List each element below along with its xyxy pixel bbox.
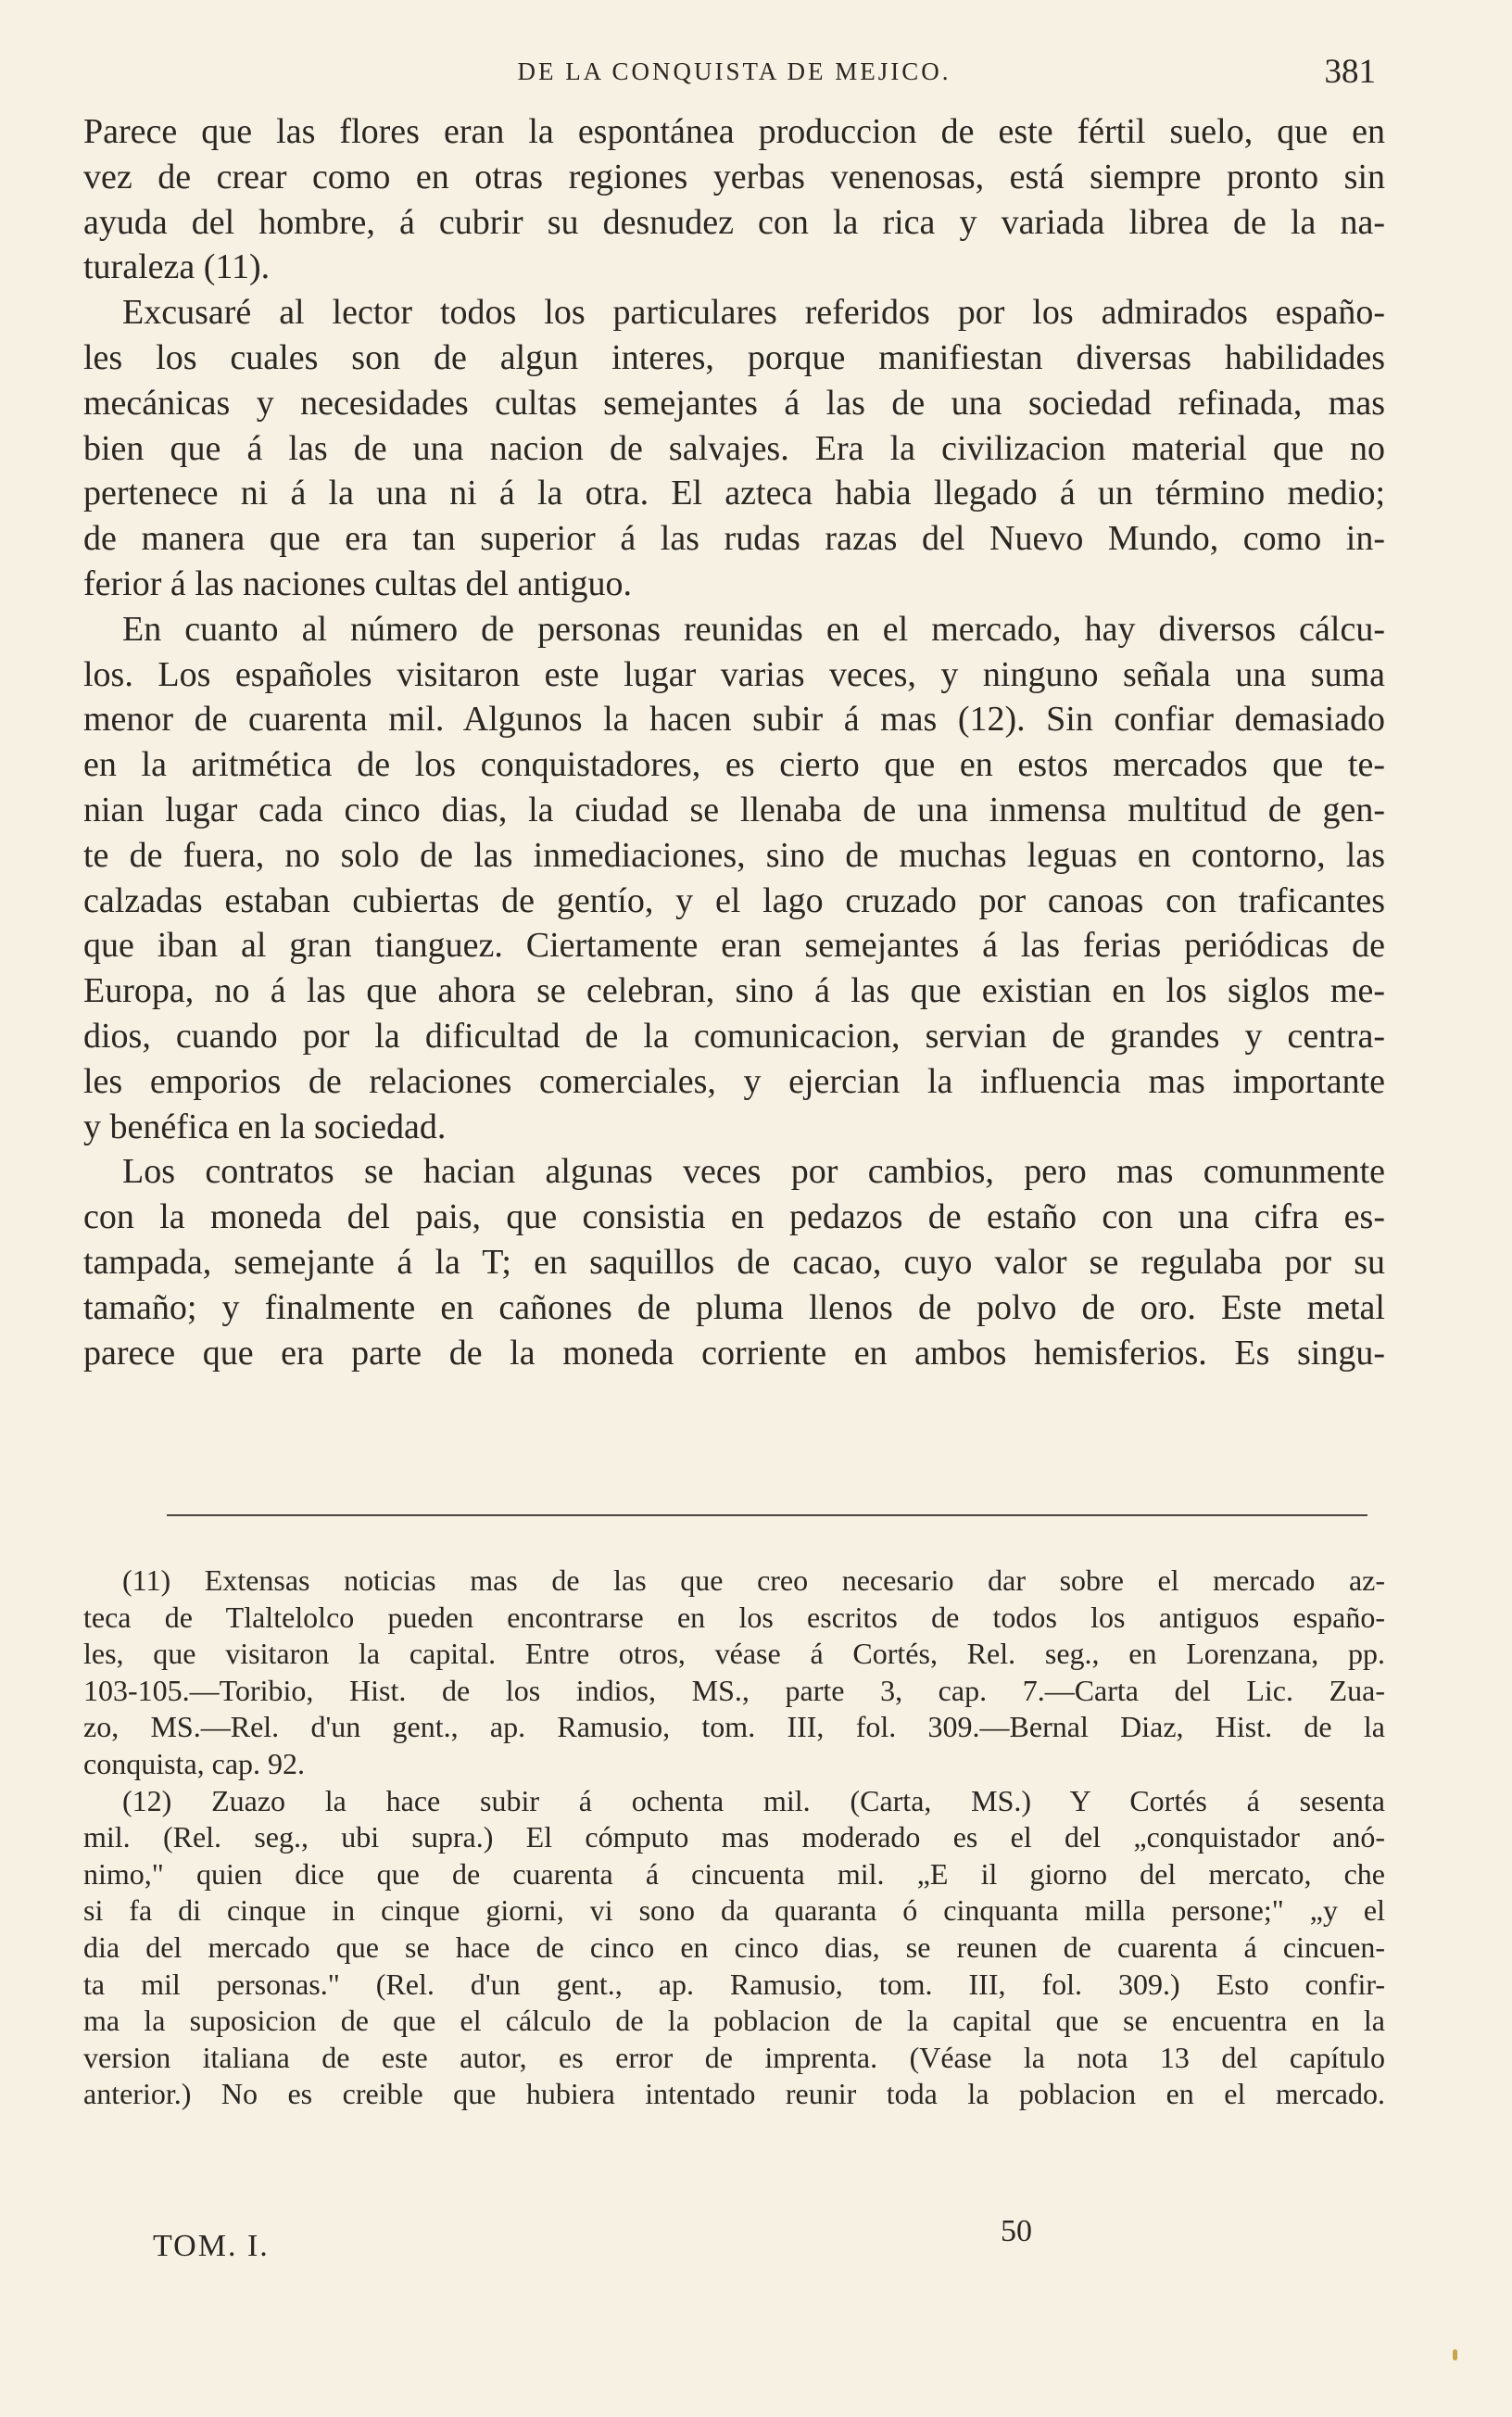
signature-mark: 50 <box>1001 2214 1032 2248</box>
footnote-line: nimo," quien dice que de cuarenta á cincuenta mil. „E il giorno del mercato, che <box>83 1856 1385 1891</box>
body-line: parece que era parte de la moneda corriente en ambos hemisferios. Es singu- <box>83 1333 1385 1373</box>
body-line: Parece que las flores eran la espontánea produccion de este fértil suelo, que en <box>83 112 1385 151</box>
body-line: turaleza (11). <box>83 247 271 287</box>
body-text <box>83 109 1385 1375</box>
body-line: menor de cuarenta mil. Algunos la hacen subir á mas (12). Sin confiar demasiado <box>83 700 1385 740</box>
footnote-line: zo, MS.—Rel. d'un gent., ap. Ramusio, tom. III, fol. 309.—Bernal Diaz, Hist. de la <box>83 1710 1385 1744</box>
footnote-rule <box>167 1514 1367 1516</box>
body-line: Los contratos se hacian algunas veces por cambios, pero mas comunmente <box>122 1152 1385 1192</box>
footnote-line: (11) Extensas noticias mas de las que creo necesario dar sobre el mercado az- <box>122 1563 1385 1597</box>
body-line: les los cuales son de algun interes, porque manifiestan diversas habilidades <box>83 337 1385 377</box>
body-line: y benéfica en la sociedad. <box>83 1107 447 1146</box>
footnote-line: 103-105.—Toribio, Hist. de los indios, MS., parte 3, cap. 7.—Carta del Lic. Zua- <box>83 1673 1385 1707</box>
body-line: pertenece ni á la una ni á la otra. El azteca habia llegado á un término medio; <box>83 474 1385 513</box>
body-line: te de fuera, no solo de las inmediaciones, sino de muchas leguas en contorno, las <box>83 835 1385 875</box>
body-line: en la aritmética de los conquistadores, es cierto que en estos mercados que te- <box>83 745 1385 785</box>
body-line: mecánicas y necesidades cultas semejantes á las de una sociedad refinada, mas <box>83 383 1385 423</box>
body-line: tamaño; y finalmente en cañones de pluma llenos de polvo de oro. Este metal <box>83 1287 1385 1327</box>
body-line: Europa, no á las que ahora se celebran, sino á las que existian en los siglos me- <box>83 971 1385 1011</box>
footnote-line: conquista, cap. 92. <box>83 1746 306 1780</box>
body-line: Excusaré al lector todos los particulares referidos por los admirados españo- <box>122 293 1385 333</box>
body-line: los. Los españoles visitaron este lugar varias veces, y ninguno señala una suma <box>83 654 1385 694</box>
footnote-line: (12) Zuazo la hace subir á ochenta mil. (Carta, MS.) Y Cortés á sesenta <box>122 1783 1385 1817</box>
body-line: En cuanto al número de personas reunidas en el mercado, hay diversos cálcu- <box>122 609 1385 649</box>
body-line: vez de crear como en otras regiones yerbas venenosas, está siempre pronto sin <box>83 157 1385 196</box>
footnote-line: anterior.) No es creible que hubiera intentado reunir toda la poblacion en el mercado. <box>83 2077 1385 2111</box>
footnote-line: si fa di cinque in cinque giorni, vi sono da quaranta ó cinquanta milla persone;" „y el <box>83 1893 1385 1928</box>
footnote-line: teca de Tlaltelolco pueden encontrarse en los escritos de todos los antiguos españo- <box>83 1600 1385 1634</box>
footnotes <box>83 1563 1385 2113</box>
footnote-line: version italiana de este autor, es error de imprenta. (Véase la nota 13 del capítulo <box>83 2040 1385 2074</box>
body-line: que iban al gran tianguez. Ciertamente eran semejantes á las ferias periódicas de <box>83 926 1385 966</box>
page-number: 381 <box>1324 53 1376 91</box>
footnote-line: les, que visitaron la capital. Entre otros, véase á Cortés, Rel. seg., en Lorenzana, pp. <box>83 1637 1385 1671</box>
ink-blot <box>1453 2349 1457 2360</box>
page-footer <box>153 2214 1079 2275</box>
body-line: dios, cuando por la dificultad de la comunicacion, servian de grandes y centra- <box>83 1016 1385 1056</box>
footnote-line: dia del mercado que se hace de cinco en cinco dias, se reunen de cuarenta á cincuen- <box>83 1930 1385 1964</box>
body-line: les emporios de relaciones comerciales, y ejercian la influencia mas importante <box>83 1061 1385 1101</box>
running-title: DE LA CONQUISTA DE MEJICO. <box>517 57 951 85</box>
volume-mark: TOM. I. <box>153 2229 270 2263</box>
body-line: ayuda del hombre, á cubrir su desnudez con la rica y variada librea de la na- <box>83 202 1385 242</box>
body-line: con la moneda del pais, que consistia en pedazos de estaño con una cifra es- <box>83 1197 1385 1237</box>
footnote-line: ta mil personas." (Rel. d'un gent., ap. Ramusio, tom. III, fol. 309.) Esto confir- <box>83 1967 1385 2001</box>
footnote-line: ma la suposicion de que el cálculo de la poblacion de la capital que se encuentra en la <box>83 2004 1385 2038</box>
body-line: de manera que era tan superior á las rudas razas del Nuevo Mundo, como in- <box>83 519 1385 559</box>
body-line: nian lugar cada cinco dias, la ciudad se llenaba de una inmensa multitud de gen- <box>83 790 1385 829</box>
footnote-line: mil. (Rel. seg., ubi supra.) El cómputo mas moderado es el del „conquistador anó- <box>83 1820 1385 1854</box>
body-line: ferior á las naciones cultas del antiguo. <box>83 563 632 603</box>
running-head <box>88 53 1380 104</box>
body-line: bien que á las de una nacion de salvajes. Era la civilizacion material que no <box>83 428 1385 468</box>
body-line: tampada, semejante á la T; en saquillos de cacao, cuyo valor se regulaba por su <box>83 1242 1385 1282</box>
body-line: calzadas estaban cubiertas de gentío, y el lago cruzado por canoas con traficantes <box>83 880 1385 920</box>
